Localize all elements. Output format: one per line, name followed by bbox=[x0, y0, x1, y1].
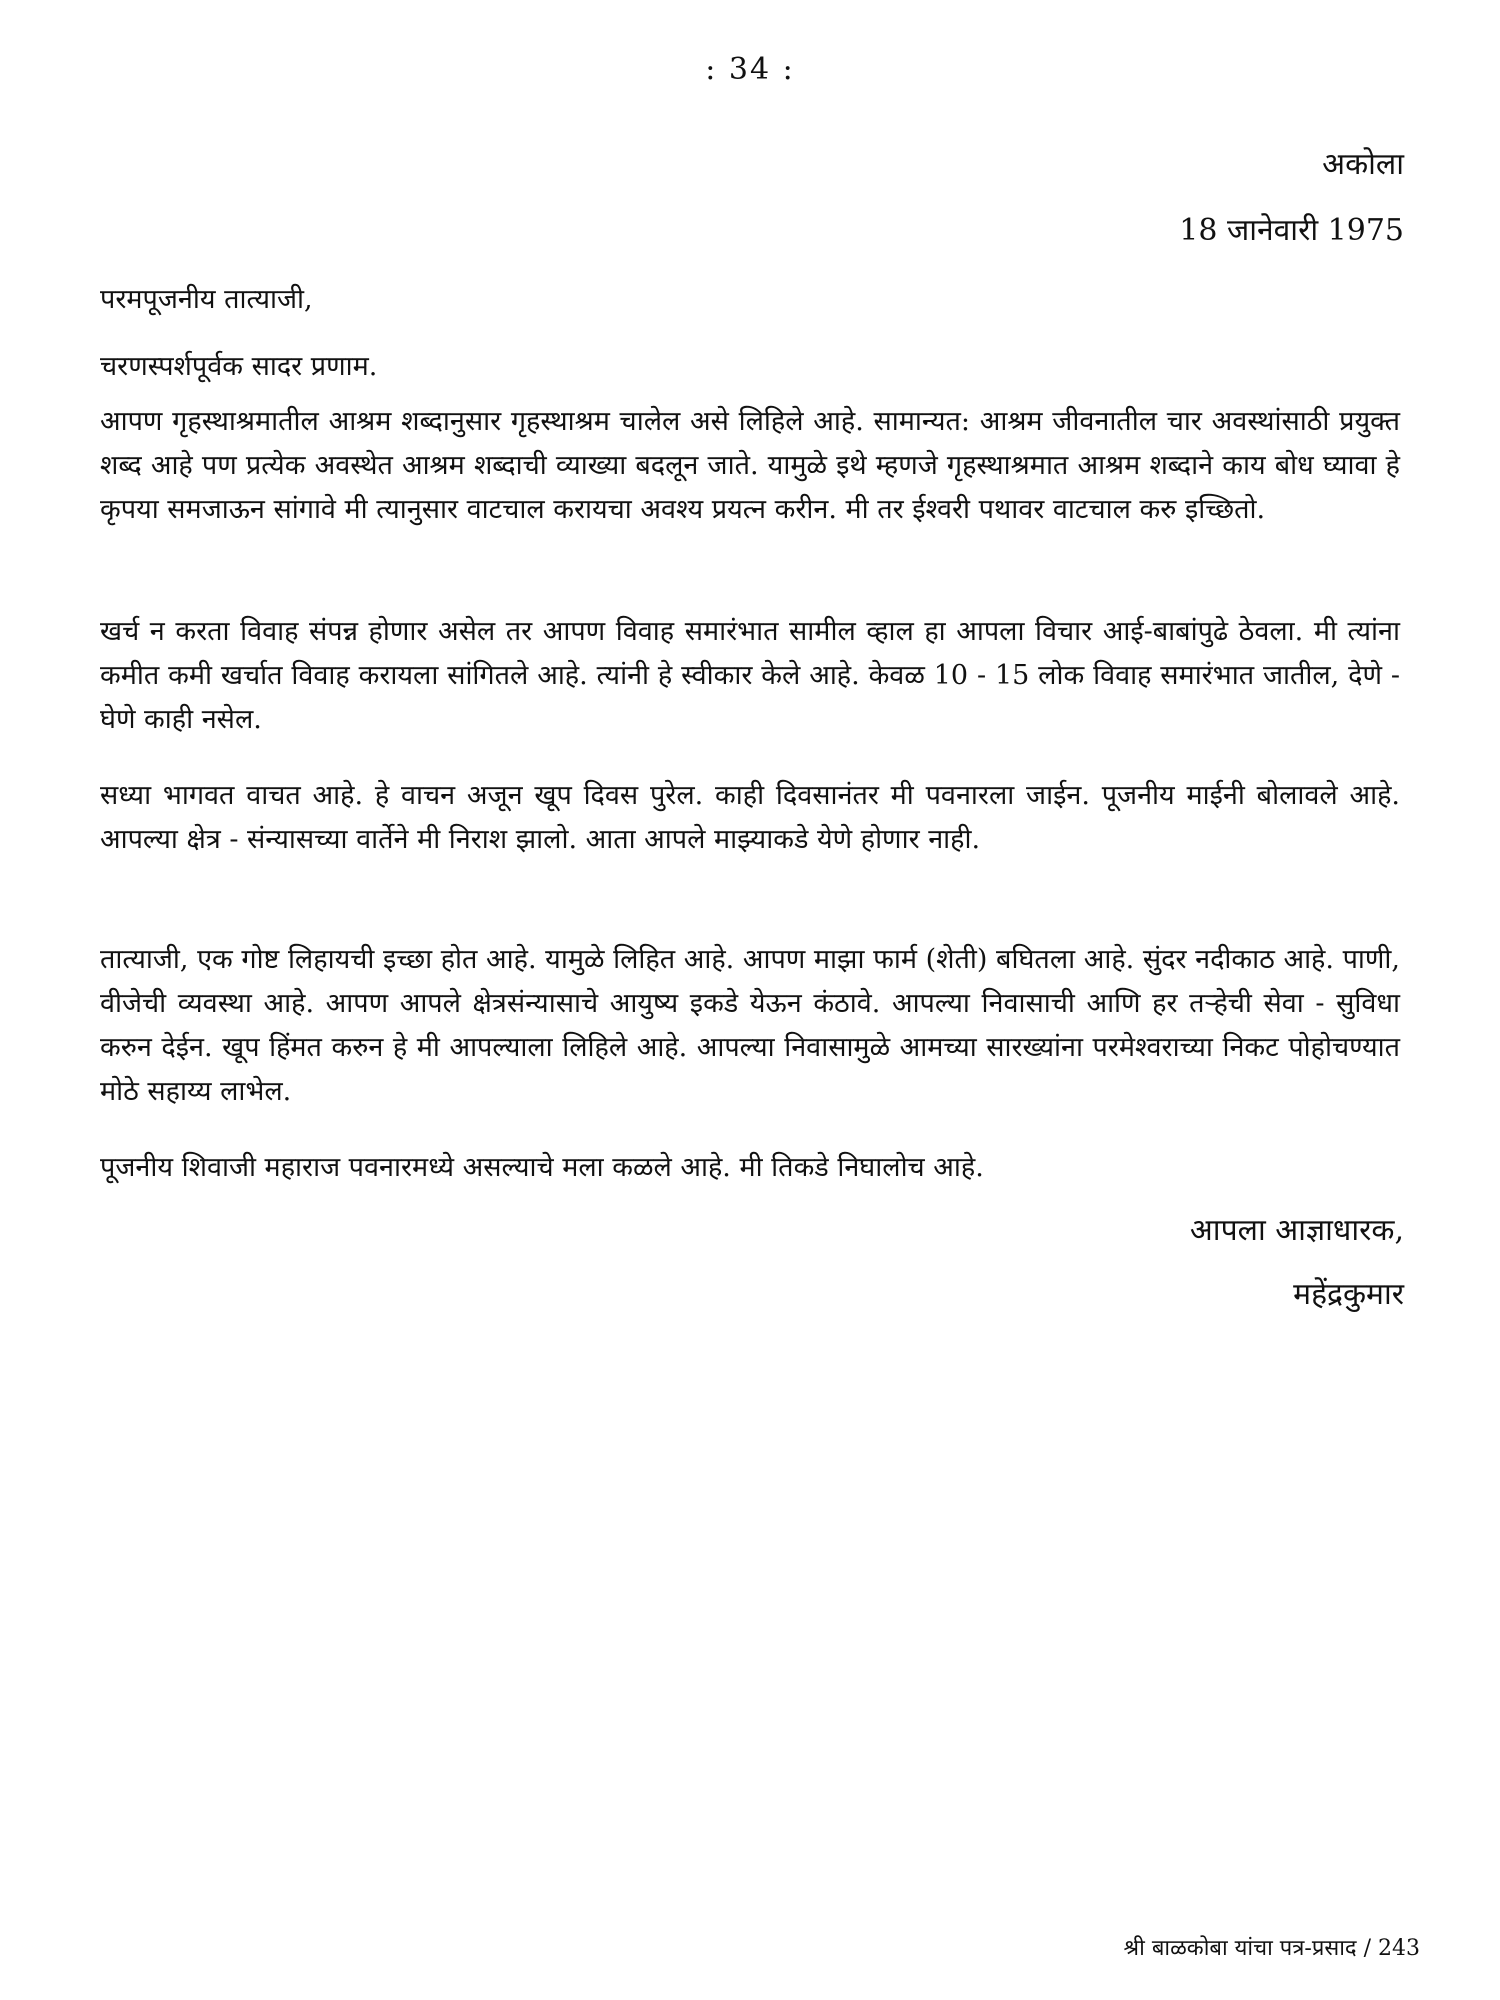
paragraph-5: पूजनीय शिवाजी महाराज पवनारमध्ये असल्याचे मला कळले आहे. मी तिकडे निघालोच आहे. bbox=[100, 1152, 984, 1183]
closing: आपला आज्ञाधारक, bbox=[1189, 1213, 1404, 1248]
page-footer: श्री बाळकोबा यांचा पत्र-प्रसाद / 243 bbox=[1123, 1936, 1420, 1961]
salutation: परमपूजनीय तात्याजी, bbox=[100, 284, 313, 315]
paragraph-3: सध्या भागवत वाचत आहे. हे वाचन अजून खूप दिवस पुरेल. काही दिवसानंतर मी पवनारला जाईन. पूजनीय माईनी बोलावले आहे. आपल्या क्षेत्र - संन्यासच्या वार्तेने मी निराश झालो. आता आपले माझ्याकडे येणे होणार नाही. bbox=[100, 780, 1400, 855]
paragraph-1: आपण गृहस्थाश्रमातील आश्रम शब्दानुसार गृहस्थाश्रम चालेल असे लिहिले आहे. सामान्यत: आश्रम जीवनातील चार अवस्थांसाठी प्रयुक्त शब्द आहे पण प्रत्येक अवस्थेत आश्रम शब्दाची व्याख्या बदलून जाते. यामुळे इथे म्हणजे गृहस्थाश्रमात आश्रम शब्दाने काय बोध घ्यावा हे कृपया समजाऊन सांगावे मी त्यानुसार वाटचाल करायचा अवश्य प्रयत्न करीन. मी तर ईश्वरी पथावर वाटचाल करु इच्छितो. bbox=[100, 406, 1400, 525]
paragraph-2: खर्च न करता विवाह संपन्न होणार असेल तर आपण विवाह समारंभात सामील व्हाल हा आपला विचार आई-बाबांपुढे ठेवला. मी त्यांना कमीत कमी खर्चात विवाह करायला सांगितले आहे. त्यांनी हे स्वीकार केले आहे. केवळ 10 - 15 लोक विवाह समारंभात जातील, देणे - घेणे काही नसेल. bbox=[100, 616, 1400, 735]
page-number: : 34 : bbox=[705, 52, 795, 87]
greeting: चरणस्पर्शपूर्वक सादर प्रणाम. bbox=[100, 351, 378, 382]
signature: महेंद्रकुमार bbox=[1293, 1277, 1404, 1312]
letter-place: अकोला bbox=[1322, 147, 1404, 182]
paragraph-4: तात्याजी, एक गोष्ट लिहायची इच्छा होत आहे. यामुळे लिहित आहे. आपण माझा फार्म (शेती) बघितला आहे. सुंदर नदीकाठ आहे. पाणी, वीजेची व्यवस्था आहे. आपण आपले क्षेत्रसंन्यासाचे आयुष्य इकडे येऊन कंठावे. आपल्या निवासाची आणि हर तऱ्हेची सेवा - सुविधा करुन देईन. खूप हिंमत करुन हे मी आपल्याला लिहिले आहे. आपल्या निवासामुळे आमच्या सारख्यांना परमेश्वराच्या निकट पोहोचण्यात मोठे सहाय्य लाभेल. bbox=[100, 944, 1400, 1107]
letter-date: 18 जानेवारी 1975 bbox=[1179, 213, 1404, 248]
